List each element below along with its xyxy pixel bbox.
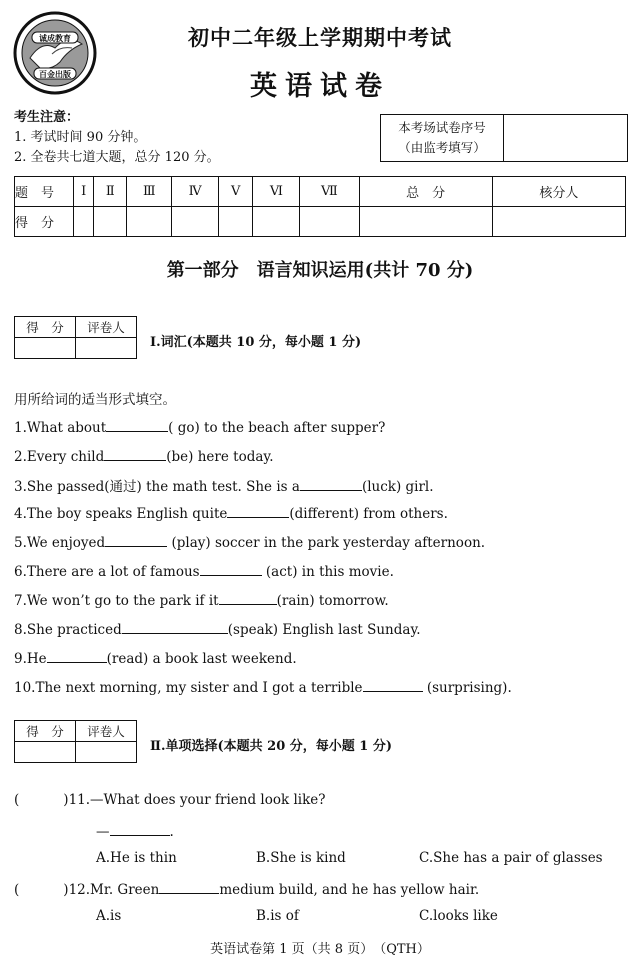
score-input-cell[interactable]: [94, 207, 127, 237]
question-stem: 8.She practiced: [14, 622, 122, 638]
question-answer-line: [96, 821, 174, 840]
seat-number-box: [380, 114, 628, 162]
question-stem: 4.The boy speaks English quite: [14, 506, 228, 522]
question-stem: 7.We won’t go to the park if it: [14, 593, 219, 609]
question-hint: (be) here today.: [166, 449, 274, 465]
option-a[interactable]: A.is: [96, 908, 122, 924]
grader-score-field[interactable]: [15, 742, 76, 763]
option-c[interactable]: C.looks like: [419, 908, 498, 924]
seat-label-line2: （由监考填写）: [398, 140, 486, 155]
grader-name-label: 评卷人: [76, 721, 137, 742]
exam-title: 初中二年级上学期期中考试: [188, 25, 452, 50]
section1-title: Ⅰ.词汇(本题共 10 分，每小题 1 分): [150, 335, 362, 350]
question-hint: (speak) English last Sunday.: [227, 622, 421, 638]
answer-blank[interactable]: [200, 561, 262, 576]
seat-label-line1: 本考场试卷序号: [398, 120, 486, 135]
option-a[interactable]: A.He is thin: [96, 850, 177, 866]
question-item: [14, 619, 421, 638]
question-item: [14, 446, 274, 465]
exam-notice: [14, 108, 220, 168]
question-hint: (read) a book last weekend.: [106, 651, 297, 667]
question-item: [14, 677, 512, 696]
notice-item: 1. 考试时间 90 分钟。: [14, 130, 147, 145]
grader-box-section2: [14, 720, 137, 763]
question-item: [14, 590, 389, 609]
question-item: [14, 879, 479, 898]
notice-heading: 考生注意：: [14, 110, 80, 125]
answer-blank[interactable]: [159, 879, 219, 894]
notice-item: 2. 全卷共七道大题，总分 120 分。: [14, 150, 220, 165]
answer-blank[interactable]: [122, 619, 228, 634]
answer-paren-open: (: [14, 792, 20, 808]
answer-end: .: [169, 824, 174, 840]
question-hint: (luck) girl.: [361, 479, 434, 495]
grader-name-label: 评卷人: [76, 317, 137, 338]
question-stem: 2.Every child: [14, 449, 105, 465]
question-hint: (act) in this movie.: [261, 564, 394, 580]
score-input-cell[interactable]: [74, 207, 94, 237]
question-stem: 11.—What does your friend look like?: [68, 792, 326, 808]
score-table-score-row: [15, 207, 626, 237]
score-cell: Ⅶ: [300, 177, 359, 207]
answer-blank[interactable]: [219, 590, 277, 605]
score-input-cell[interactable]: [300, 207, 359, 237]
option-b[interactable]: B.is of: [256, 908, 299, 924]
question-item: [14, 561, 394, 580]
score-cell: Ⅵ: [253, 177, 300, 207]
page-footer: 英语试卷第 1 页（共 8 页） （QTH）: [210, 942, 430, 957]
question-item: [14, 532, 485, 551]
score-cell: Ⅳ: [172, 177, 219, 207]
section1-instruction: 用所给词的适当形式填空。: [14, 392, 176, 408]
question-item: [14, 648, 297, 667]
score-input-cell[interactable]: [359, 207, 492, 237]
score-cell: Ⅰ: [74, 177, 94, 207]
answer-blank[interactable]: [105, 532, 167, 547]
score-cell: 总 分: [359, 177, 492, 207]
score-row-label: 得 分: [15, 207, 74, 237]
answer-blank[interactable]: [110, 821, 170, 836]
section2-title: Ⅱ.单项选择(本题共 20 分，每小题 1 分): [150, 739, 393, 754]
question-item: [14, 792, 326, 808]
answer-paren-close: ): [63, 882, 69, 898]
option-c[interactable]: C.She has a pair of glasses: [419, 850, 603, 866]
score-cell: Ⅱ: [94, 177, 127, 207]
question-hint: ( go) to the beach after supper?: [168, 420, 386, 436]
question-stem: 3.She passed(通过) the math test. She is a: [14, 479, 300, 495]
score-table: [14, 176, 626, 237]
question-stem: 6.There are a lot of famous: [14, 564, 200, 580]
score-table-header-row: [15, 177, 626, 207]
answer-paren-open: (: [14, 882, 20, 898]
score-cell: 核分人: [492, 177, 625, 207]
score-cell: Ⅲ: [127, 177, 172, 207]
exam-subtitle: 英语试卷: [250, 71, 390, 102]
score-input-cell[interactable]: [492, 207, 625, 237]
score-cell: Ⅴ: [218, 177, 253, 207]
seat-number-field[interactable]: [504, 115, 627, 161]
answer-paren-close: ): [63, 792, 69, 808]
question-stem-tail: medium build, and he has yellow hair.: [219, 882, 480, 898]
part-one-title: 第一部分 语言知识运用(共计 70 分): [166, 260, 474, 281]
answer-blank[interactable]: [363, 677, 423, 692]
grader-name-field[interactable]: [76, 338, 137, 359]
question-stem: 5.We enjoyed: [14, 535, 106, 551]
score-cell: 题 号: [15, 177, 74, 207]
question-hint: (rain) tomorrow.: [276, 593, 389, 609]
grader-box-section1: [14, 316, 137, 359]
answer-blank[interactable]: [47, 648, 107, 663]
question-stem: 12.Mr. Green: [68, 882, 160, 898]
answer-blank[interactable]: [300, 476, 362, 491]
grader-score-label: 得 分: [15, 721, 76, 742]
answer-blank[interactable]: [106, 417, 168, 432]
logo-top-text: 诚成教育: [39, 33, 71, 43]
score-input-cell[interactable]: [172, 207, 219, 237]
answer-blank[interactable]: [227, 503, 289, 518]
score-input-cell[interactable]: [253, 207, 300, 237]
seat-number-label: [381, 115, 504, 161]
score-input-cell[interactable]: [218, 207, 253, 237]
answer-dash: —: [96, 824, 110, 840]
question-stem: 10.The next morning, my sister and I got a terrible: [14, 680, 363, 696]
grader-score-label: 得 分: [15, 317, 76, 338]
grader-name-field[interactable]: [76, 742, 137, 763]
score-input-cell[interactable]: [127, 207, 172, 237]
question-item: [14, 417, 385, 436]
question-item: [14, 475, 434, 495]
question-hint: (surprising).: [422, 680, 512, 696]
question-stem: 1.What about: [14, 420, 107, 436]
logo-bottom-text: 百金出版: [39, 69, 71, 79]
option-b[interactable]: B.She is kind: [256, 850, 346, 866]
question-stem: 9.He: [14, 651, 47, 667]
answer-blank[interactable]: [104, 446, 166, 461]
question-item: [14, 503, 448, 522]
grader-score-field[interactable]: [15, 338, 76, 359]
question-hint: (play) soccer in the park yesterday afternoon.: [167, 535, 486, 551]
question-hint: (different) from others.: [289, 506, 448, 522]
